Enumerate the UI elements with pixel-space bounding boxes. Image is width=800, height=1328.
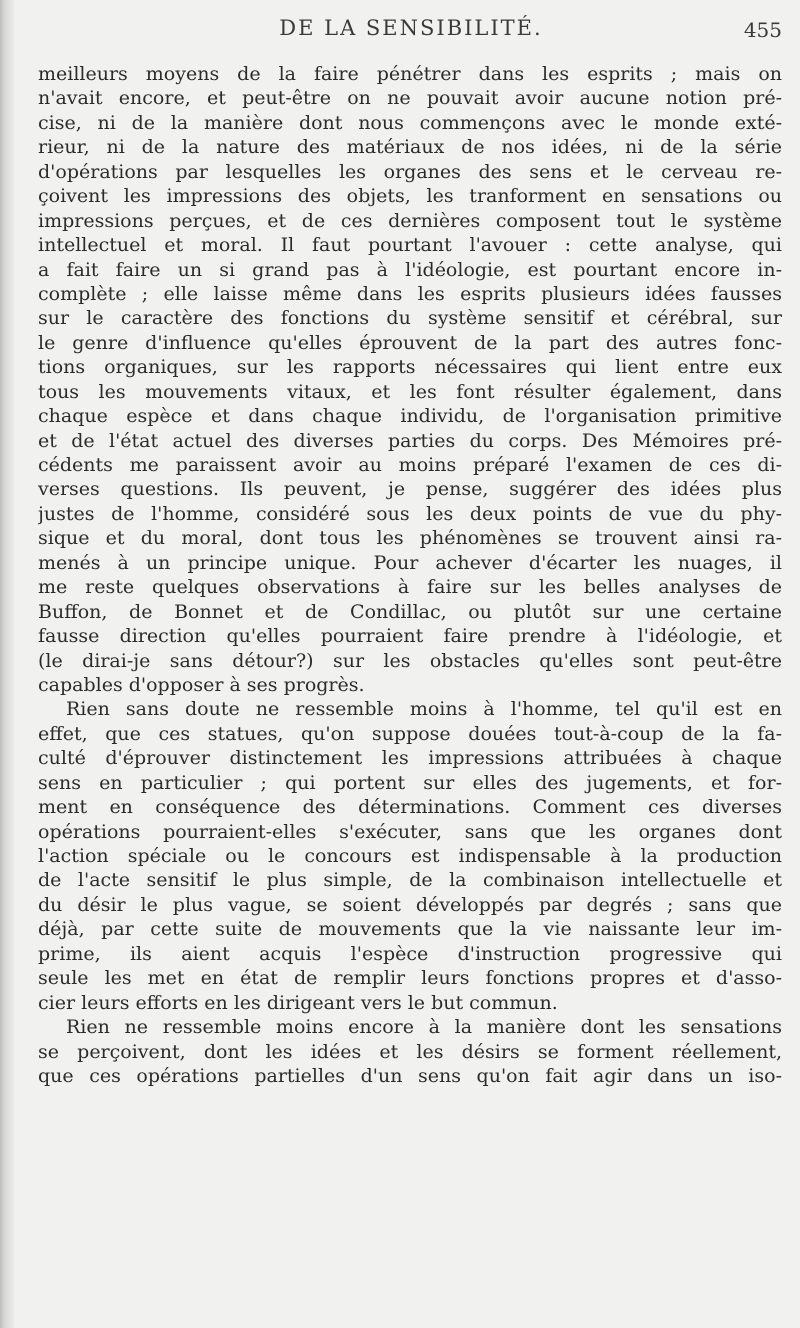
text-line: cédents me paraissent avoir au moins préparé l'examen de ces di- (38, 454, 782, 476)
text-line: du désir le plus vague, se soient développés par degrés ; sans que (38, 893, 782, 916)
text-line: l'action spéciale ou le concours est indispensable à la production (38, 845, 782, 867)
text-line: que ces opérations partielles d'un sens qu'on fait agir dans un iso- (38, 1064, 782, 1087)
text-line: sique et du moral, dont tous les phénomènes se trouvent ainsi ra- (38, 527, 782, 550)
text-line: intellectuel et moral. Il faut pourtant l'avouer : cette analyse, qui (38, 234, 782, 257)
text-line: menés à un principe unique. Pour achever d'écarter les nuages, il (38, 551, 782, 574)
body-text (38, 62, 782, 1088)
text-line: çoivent les impressions des objets, les tranforment en sensations ou (38, 185, 782, 208)
text-line: sur le caractère des fonctions du système sensitif et cérébral, sur (38, 307, 782, 330)
text-line: ment en conséquence des déterminations. Comment ces diverses (38, 796, 782, 819)
paragraph-start-line: Rien ne ressemble moins encore à la manière dont les sensations (66, 1016, 782, 1039)
text-line: sens en particulier ; qui portent sur elles des jugements, et for- (38, 771, 782, 794)
text-line: prime, ils aient acquis l'espèce d'instruction progressive qui (38, 942, 782, 965)
text-line: fausse direction qu'elles pourraient faire prendre à l'idéologie, et (38, 625, 782, 648)
text-line: cise, ni de la manière dont nous commençons avec le monde exté- (38, 111, 782, 134)
text-line: effet, que ces statues, qu'on suppose douées tout-à-coup de la fa- (38, 722, 782, 745)
text-line: tous les mouvements vitaux, et les font résulter également, dans (38, 380, 782, 403)
text-line: a fait faire un si grand pas à l'idéologie, est pourtant encore in- (38, 258, 782, 281)
page-header (40, 8, 782, 48)
paragraph-end-line: capables d'opposer à ses progrès. (38, 673, 365, 696)
text-line: déjà, par cette suite de mouvements que la vie naissante leur im- (38, 918, 782, 941)
text-line: d'opérations par lesquelles les organes des sens et le cerveau re- (38, 160, 782, 183)
text-line: verses questions. Ils peuvent, je pense, suggérer des idées plus (38, 478, 782, 501)
running-head: DE LA SENSIBILITÉ. (279, 16, 543, 40)
text-line: (le dirai-je sans détour?) sur les obstacles qu'elles sont peut-être (38, 649, 782, 672)
page-binding-edge (0, 0, 14, 1328)
text-line: de l'acte sensitif le plus simple, de la combinaison intellectuelle et (38, 869, 782, 892)
text-line: et de l'état actuel des diverses parties du corps. Des Mémoires pré- (38, 429, 782, 452)
text-line: se perçoivent, dont les idées et les désirs se forment réellement, (38, 1040, 782, 1063)
paragraph-end-line: cier leurs efforts en les dirigeant vers le but commun. (38, 991, 558, 1014)
text-line: me reste quelques observations à faire sur les belles analyses de (38, 576, 782, 599)
text-line: complète ; elle laisse même dans les esprits plusieurs idées fausses (38, 282, 782, 305)
text-line: justes de l'homme, considéré sous les deux points de vue du phy- (38, 502, 782, 525)
text-line: meilleurs moyens de la faire pénétrer dans les esprits ; mais on (38, 63, 782, 85)
text-line: tions organiques, sur les rapports nécessaires qui lient entre eux (38, 356, 782, 379)
text-line: le genre d'influence qu'elles éprouvent de la part des autres fonc- (38, 331, 782, 354)
page-number: 455 (743, 18, 782, 42)
paragraph-start-line: Rien sans doute ne ressemble moins à l'homme, tel qu'il est en (66, 698, 782, 721)
text-line: impressions perçues, et de ces dernières composent tout le système (38, 209, 782, 232)
text-line: rieur, ni de la nature des matériaux de nos idées, ni de la série (38, 136, 782, 159)
text-line: chaque espèce et dans chaque individu, de l'organisation primitive (38, 405, 782, 428)
text-line: culté d'éprouver distinctement les impressions attribuées à chaque (38, 747, 782, 770)
text-line: opérations pourraient-elles s'exécuter, sans que les organes dont (38, 820, 782, 843)
text-line: seule les met en état de remplir leurs fonctions propres et d'asso- (38, 967, 782, 990)
text-line: Buffon, de Bonnet et de Condillac, ou plutôt sur une certaine (38, 600, 782, 623)
text-line: n'avait encore, et peut-être on ne pouvait avoir aucune notion pré- (38, 87, 782, 110)
